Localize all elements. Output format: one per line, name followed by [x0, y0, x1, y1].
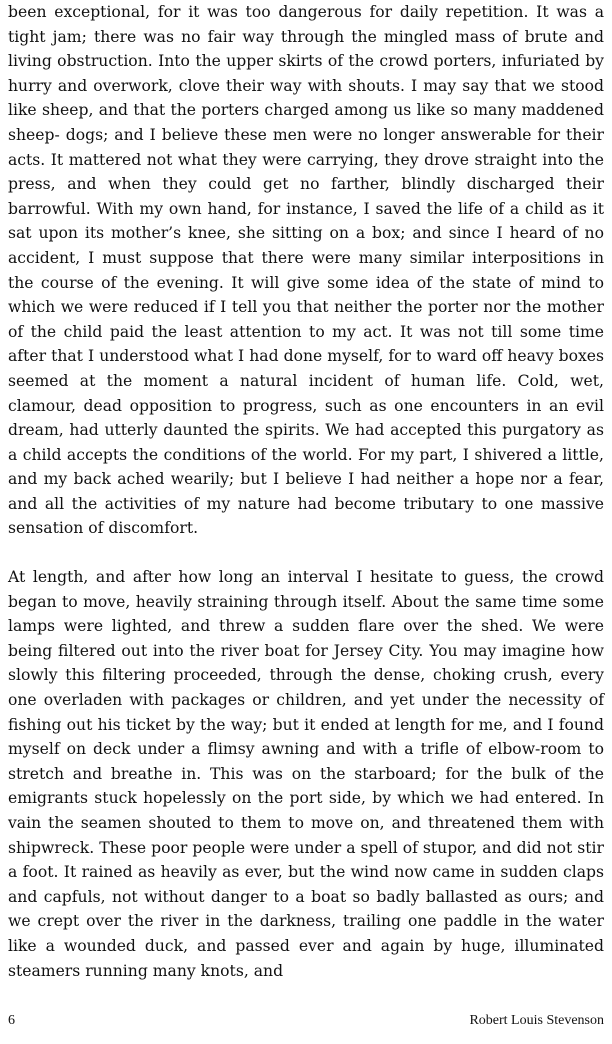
page-number: 6 [8, 1013, 15, 1028]
author-name: Robert Louis Stevenson [469, 1013, 604, 1028]
paragraph-2: At length, and after how long an interval I hesitate to guess, the crowd began to move, heavily straining through itself. About the same time some lamps were lighted, and threw a sudden flare over the shed. We were being filtered out into the river boat for Jersey City. You may imagine how slowly this filtering proceeded, through the dense, choking crush, every one overladen with packages or children, and yet under the necessity of fishing out his ticket by the way; but it ended at length for me, and I found myself on deck under a flimsy awning and with a trifle of elbow-room to stretch and breathe in. This was on the starboard; for the bulk of the emigrants stuck hopelessly on the port side, by which we had entered. In vain the seamen shouted to them to move on, and threatened them with shipwreck. These poor people were under a spell of stupor, and did not stir a foot. It rained as heavily as ever, but the wind now came in sudden claps and capfuls, not without danger to a boat so badly ballasted as ours; and we crept over the river in the darkness, trailing one paddle in the water like a wounded duck, and passed ever and again by huge, illuminated steamers running many knots, and [8, 568, 604, 980]
page-body [8, 0, 604, 983]
paragraph-1: been exceptional, for it was too dangerous for daily repetition. It was a tight jam; there was no fair way through the mingled mass of brute and living obstruction. Into the upper skirts of the crowd porters, infuriated by hurry and overwork, clove their way with shouts. I may say that we stood like sheep, and that the porters charged among us like so many maddened sheep- dogs; and I believe these men were no longer answerable for their acts. It mattered not what they were carrying, they drove straight into the press, and when they could get no farther, blindly discharged their barrowful. With my own hand, for instance, I saved the life of a child as it sat upon its mother’s knee, she sitting on a box; and since I heard of no accident, I must suppose that there were many similar interpositions in the course of the evening. It will give some idea of the state of mind to which we were reduced if I tell you that neither the porter nor the mother of the child paid the least attention to my act. It was not till some time after that I understood what I had done myself, for to ward off heavy boxes seemed at the moment a natural incident of human life. Cold, wet, clamour, dead opposition to progress, such as one encounters in an evil dream, had utterly daunted the spirits. We had accepted this purgatory as a child accepts the conditions of the world. For my part, I shivered a little, and my back ached wearily; but I believe I had neither a hope nor a fear, and all the activities of my nature had become tributary to one massive sensation of discomfort. [8, 3, 604, 538]
page-footer [8, 1011, 604, 1031]
